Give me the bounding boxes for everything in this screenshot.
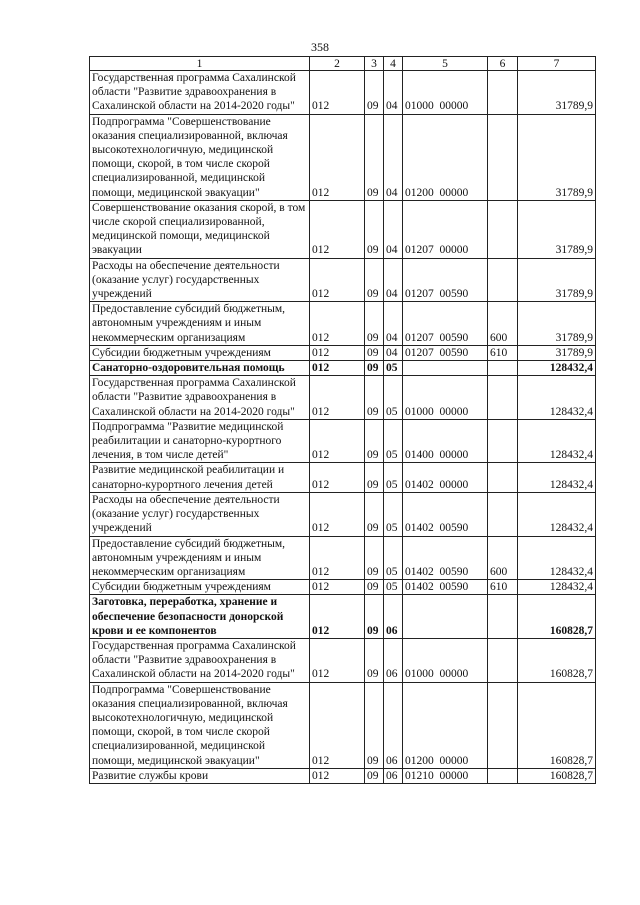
row-csr-code: 01400 00000 — [403, 419, 488, 463]
row-rz-code: 09 — [365, 682, 384, 768]
row-csr-code — [403, 361, 488, 376]
row-rz-code: 09 — [365, 376, 384, 420]
row-name: Предоставление субсидий бюджетным, автономным учреждениям и иным некоммерческим организациям — [90, 302, 310, 346]
table-row — [90, 361, 596, 376]
table-row — [90, 595, 596, 639]
row-rz-code: 09 — [365, 595, 384, 639]
row-rz-code: 09 — [365, 345, 384, 360]
row-ved-code: 012 — [310, 682, 365, 768]
row-vr-code — [488, 463, 518, 492]
column-header: 2 — [310, 57, 365, 71]
row-rz-code: 09 — [365, 361, 384, 376]
row-pr-code: 05 — [384, 580, 403, 595]
table-row — [90, 71, 596, 115]
table-row — [90, 536, 596, 580]
row-ved-code: 012 — [310, 302, 365, 346]
row-vr-code — [488, 376, 518, 420]
row-vr-code — [488, 638, 518, 682]
row-vr-code — [488, 114, 518, 200]
row-sum: 128432,4 — [518, 463, 596, 492]
row-sum: 31789,9 — [518, 345, 596, 360]
row-ved-code: 012 — [310, 361, 365, 376]
table-row — [90, 376, 596, 420]
row-csr-code: 01402 00590 — [403, 492, 488, 536]
table-row — [90, 768, 596, 783]
table-row — [90, 345, 596, 360]
row-name: Совершенствование оказания скорой, в том числе скорой специализированной, медицинской помощи, медицинской эвакуации — [90, 200, 310, 258]
row-csr-code: 01200 00000 — [403, 114, 488, 200]
row-name: Развитие службы крови — [90, 768, 310, 783]
row-name: Подпрограмма "Развитие медицинской реабилитации и санаторно-курортного лечения, в том числе детей" — [90, 419, 310, 463]
column-header: 7 — [518, 57, 596, 71]
row-vr-code: 610 — [488, 580, 518, 595]
row-csr-code: 01207 00000 — [403, 200, 488, 258]
row-rz-code: 09 — [365, 302, 384, 346]
row-csr-code: 01207 00590 — [403, 345, 488, 360]
row-ved-code: 012 — [310, 463, 365, 492]
row-vr-code: 600 — [488, 536, 518, 580]
row-csr-code: 01200 00000 — [403, 682, 488, 768]
row-name: Расходы на обеспечение деятельности (оказание услуг) государственных учреждений — [90, 492, 310, 536]
table-header — [90, 57, 596, 71]
row-rz-code: 09 — [365, 463, 384, 492]
row-csr-code: 01402 00000 — [403, 463, 488, 492]
row-ved-code: 012 — [310, 536, 365, 580]
row-rz-code: 09 — [365, 580, 384, 595]
table-row — [90, 682, 596, 768]
page-number: 358 — [311, 40, 329, 54]
row-name: Государственная программа Сахалинской области "Развитие здравоохранения в Сахалинской области на 2014-2020 годы" — [90, 376, 310, 420]
row-rz-code: 09 — [365, 200, 384, 258]
row-sum: 160828,7 — [518, 638, 596, 682]
row-pr-code: 04 — [384, 200, 403, 258]
row-ved-code: 012 — [310, 419, 365, 463]
row-ved-code: 012 — [310, 638, 365, 682]
row-name: Санаторно-оздоровительная помощь — [90, 361, 310, 376]
row-csr-code — [403, 595, 488, 639]
row-csr-code: 01402 00590 — [403, 580, 488, 595]
row-pr-code: 06 — [384, 595, 403, 639]
row-csr-code: 01210 00000 — [403, 768, 488, 783]
row-sum: 31789,9 — [518, 200, 596, 258]
row-rz-code: 09 — [365, 492, 384, 536]
row-sum: 160828,7 — [518, 768, 596, 783]
row-vr-code — [488, 200, 518, 258]
table-row — [90, 492, 596, 536]
row-pr-code: 05 — [384, 492, 403, 536]
row-rz-code: 09 — [365, 638, 384, 682]
row-pr-code: 05 — [384, 536, 403, 580]
row-sum: 128432,4 — [518, 376, 596, 420]
row-name: Заготовка, переработка, хранение и обеспечение безопасности донорской крови и ее компонентов — [90, 595, 310, 639]
row-pr-code: 06 — [384, 682, 403, 768]
column-header: 3 — [365, 57, 384, 71]
row-vr-code: 610 — [488, 345, 518, 360]
row-vr-code — [488, 71, 518, 115]
row-ved-code: 012 — [310, 492, 365, 536]
table-row — [90, 463, 596, 492]
row-name: Подпрограмма "Совершенствование оказания специализированной, включая высокотехнологичную, медицинской помощи, скорой, в том числе скорой специализированной, медицинской помощи, медицинской эвакуации" — [90, 682, 310, 768]
table-row — [90, 200, 596, 258]
row-rz-code: 09 — [365, 258, 384, 302]
row-rz-code: 09 — [365, 768, 384, 783]
row-name: Подпрограмма "Совершенствование оказания специализированной, включая высокотехнологичную, медицинской помощи, скорой, в том числе скорой специализированной, медицинской помощи, медицинской эвакуации" — [90, 114, 310, 200]
column-header: 1 — [90, 57, 310, 71]
row-csr-code: 01402 00590 — [403, 536, 488, 580]
row-sum: 31789,9 — [518, 114, 596, 200]
row-ved-code: 012 — [310, 345, 365, 360]
row-ved-code: 012 — [310, 595, 365, 639]
row-rz-code: 09 — [365, 114, 384, 200]
row-pr-code: 04 — [384, 114, 403, 200]
row-sum: 128432,4 — [518, 361, 596, 376]
row-rz-code: 09 — [365, 419, 384, 463]
row-ved-code: 012 — [310, 580, 365, 595]
table-row — [90, 258, 596, 302]
row-ved-code: 012 — [310, 200, 365, 258]
table-row — [90, 302, 596, 346]
column-header: 5 — [403, 57, 488, 71]
row-vr-code — [488, 768, 518, 783]
row-csr-code: 01000 00000 — [403, 376, 488, 420]
row-name: Субсидии бюджетным учреждениям — [90, 580, 310, 595]
row-pr-code: 05 — [384, 419, 403, 463]
row-sum: 31789,9 — [518, 302, 596, 346]
row-sum: 128432,4 — [518, 580, 596, 595]
row-vr-code — [488, 682, 518, 768]
row-sum: 31789,9 — [518, 258, 596, 302]
table-row — [90, 419, 596, 463]
row-pr-code: 06 — [384, 768, 403, 783]
row-rz-code: 09 — [365, 536, 384, 580]
row-ved-code: 012 — [310, 114, 365, 200]
row-name: Развитие медицинской реабилитации и санаторно-курортного лечения детей — [90, 463, 310, 492]
row-pr-code: 05 — [384, 376, 403, 420]
row-vr-code — [488, 361, 518, 376]
row-pr-code: 05 — [384, 463, 403, 492]
row-ved-code: 012 — [310, 258, 365, 302]
row-csr-code: 01207 00590 — [403, 302, 488, 346]
row-ved-code: 012 — [310, 376, 365, 420]
row-sum: 160828,7 — [518, 595, 596, 639]
row-csr-code: 01000 00000 — [403, 71, 488, 115]
row-sum: 128432,4 — [518, 492, 596, 536]
row-vr-code — [488, 258, 518, 302]
row-name: Предоставление субсидий бюджетным, автономным учреждениям и иным некоммерческим организациям — [90, 536, 310, 580]
row-sum: 160828,7 — [518, 682, 596, 768]
row-pr-code: 04 — [384, 258, 403, 302]
budget-table — [89, 56, 596, 784]
column-header: 4 — [384, 57, 403, 71]
row-vr-code — [488, 492, 518, 536]
row-csr-code: 01000 00000 — [403, 638, 488, 682]
row-pr-code: 06 — [384, 638, 403, 682]
row-pr-code: 04 — [384, 71, 403, 115]
row-name: Государственная программа Сахалинской области "Развитие здравоохранения в Сахалинской области на 2014-2020 годы" — [90, 638, 310, 682]
table-row — [90, 638, 596, 682]
row-vr-code: 600 — [488, 302, 518, 346]
column-header: 6 — [488, 57, 518, 71]
row-sum: 128432,4 — [518, 536, 596, 580]
row-ved-code: 012 — [310, 71, 365, 115]
row-name: Расходы на обеспечение деятельности (оказание услуг) государственных учреждений — [90, 258, 310, 302]
row-vr-code — [488, 419, 518, 463]
table-row — [90, 580, 596, 595]
row-name: Субсидии бюджетным учреждениям — [90, 345, 310, 360]
row-pr-code: 04 — [384, 345, 403, 360]
row-pr-code: 04 — [384, 302, 403, 346]
row-sum: 128432,4 — [518, 419, 596, 463]
row-name: Государственная программа Сахалинской области "Развитие здравоохранения в Сахалинской области на 2014-2020 годы" — [90, 71, 310, 115]
row-pr-code: 05 — [384, 361, 403, 376]
row-sum: 31789,9 — [518, 71, 596, 115]
row-rz-code: 09 — [365, 71, 384, 115]
table-row — [90, 114, 596, 200]
row-csr-code: 01207 00590 — [403, 258, 488, 302]
row-ved-code: 012 — [310, 768, 365, 783]
row-vr-code — [488, 595, 518, 639]
